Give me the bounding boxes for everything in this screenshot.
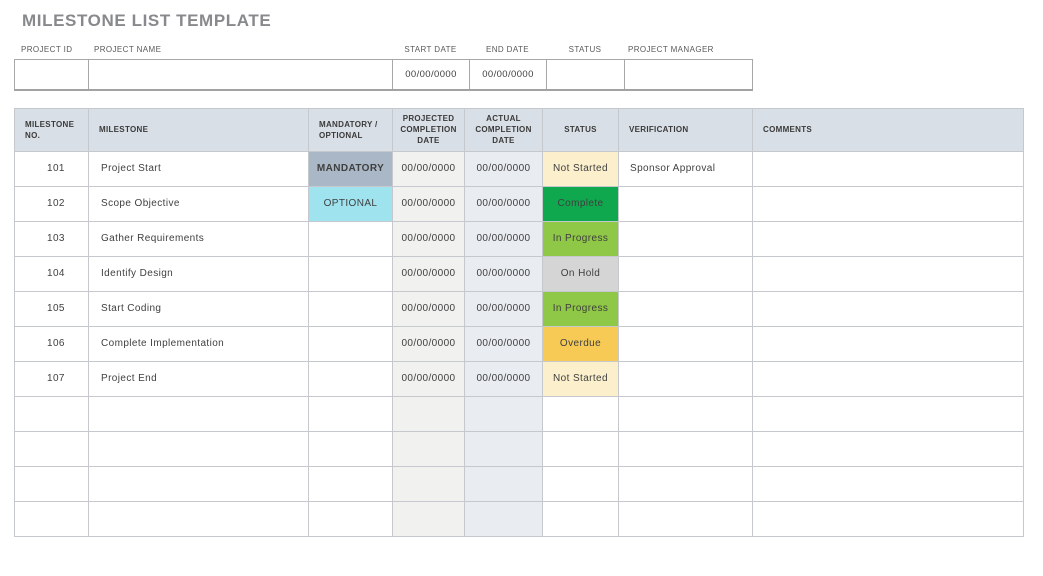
milestone-name-cell[interactable]: Complete Implementation [89,326,309,361]
projected-date-cell[interactable]: 00/00/0000 [393,221,465,256]
actual-date-cell[interactable] [465,396,543,431]
mandatory-optional-cell[interactable] [309,291,393,326]
actual-date-header: ACTUAL COMPLETION DATE [465,108,543,151]
table-row [15,326,1024,361]
status-cell[interactable] [543,396,619,431]
mandatory-optional-cell[interactable] [309,466,393,501]
milestone-no-cell[interactable]: 103 [15,221,89,256]
verification-cell[interactable]: Sponsor Approval [619,151,753,186]
milestone-no-header: MILESTONE NO. [15,108,89,151]
projected-date-header: PROJECTED COMPLETION DATE [393,108,465,151]
mandatory-optional-cell[interactable] [309,501,393,536]
mandatory-optional-cell[interactable] [309,221,393,256]
verification-header: VERIFICATION [619,108,753,151]
verification-cell[interactable] [619,466,753,501]
comments-cell[interactable] [753,151,1024,186]
end-date-label: END DATE [485,45,530,54]
verification-cell[interactable] [619,256,753,291]
projected-date-cell[interactable]: 00/00/0000 [393,361,465,396]
milestone-no-cell[interactable]: 105 [15,291,89,326]
status-cell[interactable] [543,501,619,536]
status-cell[interactable]: Overdue [543,326,619,361]
milestone-name-cell[interactable] [89,501,309,536]
table-row [15,186,1024,221]
end-date-field[interactable]: 00/00/0000 [470,60,547,90]
milestone-no-cell[interactable]: 101 [15,151,89,186]
project-info-table [14,59,753,91]
verification-cell[interactable] [619,501,753,536]
milestone-table [14,108,1024,537]
milestone-list-page [0,11,1043,537]
mandatory-optional-cell[interactable]: MANDATORY [309,151,393,186]
table-row [15,151,1024,186]
projected-date-cell[interactable]: 00/00/0000 [393,291,465,326]
project-id-field[interactable] [15,60,89,90]
comments-cell[interactable] [753,221,1024,256]
project-manager-field[interactable] [625,60,753,90]
comments-cell[interactable] [753,291,1024,326]
milestone-name-cell[interactable]: Start Coding [89,291,309,326]
comments-cell[interactable] [753,326,1024,361]
verification-cell[interactable] [619,361,753,396]
mandatory-optional-cell[interactable]: OPTIONAL [309,186,393,221]
actual-date-cell[interactable] [465,466,543,501]
comments-cell[interactable] [753,501,1024,536]
mandatory-optional-cell[interactable] [309,396,393,431]
milestone-name-cell[interactable]: Project Start [89,151,309,186]
milestone-no-cell[interactable]: 104 [15,256,89,291]
table-row-empty [15,396,1024,431]
comments-cell[interactable] [753,186,1024,221]
milestone-name-cell[interactable] [89,431,309,466]
status-cell[interactable]: Complete [543,186,619,221]
status-cell[interactable]: In Progress [543,221,619,256]
milestone-header: MILESTONE [89,108,309,151]
status-cell[interactable]: In Progress [543,291,619,326]
mandatory-optional-header: MANDATORY / OPTIONAL [309,108,393,151]
table-row-empty [15,501,1024,536]
start-date-label: START DATE [404,45,457,54]
table-row [15,291,1024,326]
comments-cell[interactable] [753,396,1024,431]
status-header: STATUS [543,108,619,151]
actual-date-cell[interactable]: 00/00/0000 [465,361,543,396]
projected-date-cell[interactable]: 00/00/0000 [393,256,465,291]
milestone-no-cell[interactable] [15,501,89,536]
actual-date-cell[interactable]: 00/00/0000 [465,151,543,186]
status-cell[interactable]: Not Started [543,151,619,186]
milestone-no-cell[interactable]: 106 [15,326,89,361]
milestone-name-cell[interactable]: Project End [89,361,309,396]
comments-header: COMMENTS [753,108,1024,151]
actual-date-cell[interactable]: 00/00/0000 [465,186,543,221]
projected-date-cell[interactable]: 00/00/0000 [393,186,465,221]
project-manager-label: PROJECT MANAGER [628,45,714,54]
projected-date-cell[interactable]: 00/00/0000 [393,326,465,361]
mandatory-optional-cell[interactable] [309,431,393,466]
actual-date-cell[interactable] [465,431,543,466]
milestone-table-body [15,151,1024,536]
actual-date-cell[interactable]: 00/00/0000 [465,256,543,291]
project-info-labels [14,45,1043,57]
milestone-name-cell[interactable]: Scope Objective [89,186,309,221]
milestone-name-cell[interactable]: Identify Design [89,256,309,291]
actual-date-cell[interactable] [465,501,543,536]
milestone-name-cell[interactable]: Gather Requirements [89,221,309,256]
milestone-no-cell[interactable] [15,431,89,466]
projected-date-cell[interactable] [393,431,465,466]
comments-cell[interactable] [753,431,1024,466]
projected-date-cell[interactable]: 00/00/0000 [393,151,465,186]
table-row [15,256,1024,291]
milestone-no-cell[interactable] [15,396,89,431]
actual-date-cell[interactable]: 00/00/0000 [465,291,543,326]
table-row-empty [15,466,1024,501]
status-cell[interactable]: On Hold [543,256,619,291]
table-row [15,361,1024,396]
mandatory-optional-cell[interactable] [309,256,393,291]
projected-date-cell[interactable] [393,501,465,536]
milestone-name-cell[interactable] [89,396,309,431]
verification-cell[interactable] [619,431,753,466]
status-cell[interactable] [543,431,619,466]
milestone-table-header-row [15,108,1024,151]
comments-cell[interactable] [753,466,1024,501]
actual-date-cell[interactable]: 00/00/0000 [465,221,543,256]
projected-date-cell[interactable] [393,466,465,501]
milestone-no-cell[interactable] [15,466,89,501]
verification-cell[interactable] [619,396,753,431]
milestone-no-cell[interactable]: 107 [15,361,89,396]
project-id-label: PROJECT ID [21,45,73,54]
table-row-empty [15,431,1024,466]
milestone-name-cell[interactable] [89,466,309,501]
page-title: MILESTONE LIST TEMPLATE [22,11,272,30]
project-name-field[interactable] [89,60,393,90]
project-info-row [15,60,753,90]
verification-cell[interactable] [619,291,753,326]
status-label: STATUS [568,45,602,54]
mandatory-optional-cell[interactable] [309,361,393,396]
actual-date-cell[interactable]: 00/00/0000 [465,326,543,361]
mandatory-optional-cell[interactable] [309,326,393,361]
status-field[interactable] [547,60,625,90]
milestone-no-cell[interactable]: 102 [15,186,89,221]
verification-cell[interactable] [619,221,753,256]
status-cell[interactable]: Not Started [543,361,619,396]
verification-cell[interactable] [619,186,753,221]
project-name-label: PROJECT NAME [94,45,162,54]
table-row [15,221,1024,256]
projected-date-cell[interactable] [393,396,465,431]
status-cell[interactable] [543,466,619,501]
verification-cell[interactable] [619,326,753,361]
comments-cell[interactable] [753,361,1024,396]
start-date-field[interactable]: 00/00/0000 [393,60,470,90]
comments-cell[interactable] [753,256,1024,291]
